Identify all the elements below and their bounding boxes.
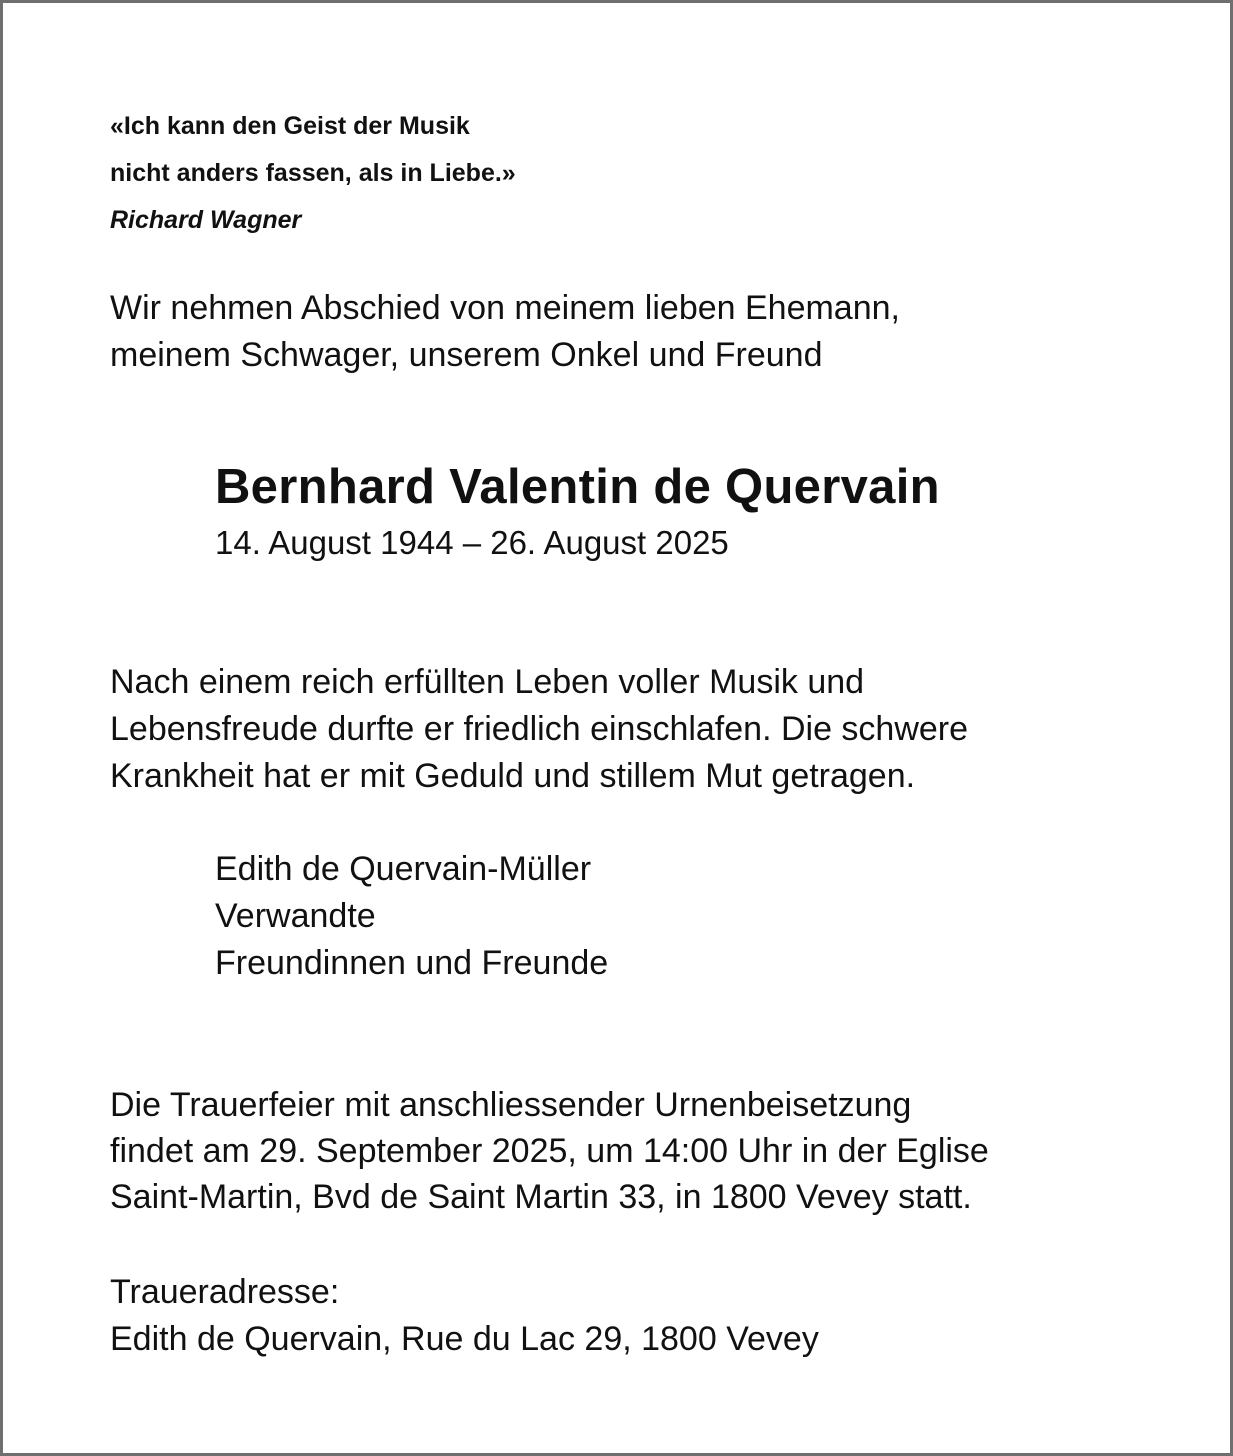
mourner-spouse: Edith de Quervain-Müller <box>215 850 592 888</box>
funeral-line-2: findet am 29. September 2025, um 14:00 Uhr in der Eglise <box>110 1132 989 1170</box>
quote-line-1: «Ich kann den Geist der Musik <box>110 112 470 140</box>
epigraph-quote <box>110 103 516 244</box>
funeral-line-3: Saint-Martin, Bvd de Saint Martin 33, in 1800 Vevey statt. <box>110 1178 972 1216</box>
mourner-friends: Freundinnen und Freunde <box>215 944 609 982</box>
tribute-line-2: Lebensfreude durfte er friedlich einschlafen. Die schwere <box>110 710 969 748</box>
address-value: Edith de Quervain, Rue du Lac 29, 1800 Vevey <box>110 1320 819 1358</box>
funeral-line-1: Die Trauerfeier mit anschliessender Urnenbeisetzung <box>110 1086 912 1124</box>
quote-line-2: nicht anders fassen, als in Liebe.» <box>110 159 516 187</box>
mourners-list <box>215 846 608 987</box>
funeral-details <box>110 1082 989 1220</box>
deceased-name: Bernhard Valentin de Quervain <box>215 460 940 514</box>
intro-line-1: Wir nehmen Abschied von meinem lieben Ehemann, <box>110 289 900 327</box>
quote-author: Richard Wagner <box>110 206 302 234</box>
intro-line-2: meinem Schwager, unserem Onkel und Freund <box>110 336 823 374</box>
address-label: Traueradresse: <box>110 1273 340 1311</box>
farewell-intro <box>110 285 900 379</box>
tribute-paragraph <box>110 659 968 800</box>
tribute-line-3: Krankheit hat er mit Geduld und stillem Mut getragen. <box>110 757 916 795</box>
mourner-relatives: Verwandte <box>215 897 376 935</box>
life-dates: 14. August 1944 – 26. August 2025 <box>215 524 729 561</box>
mourning-address <box>110 1269 819 1363</box>
tribute-line-1: Nach einem reich erfüllten Leben voller Musik und <box>110 663 865 701</box>
